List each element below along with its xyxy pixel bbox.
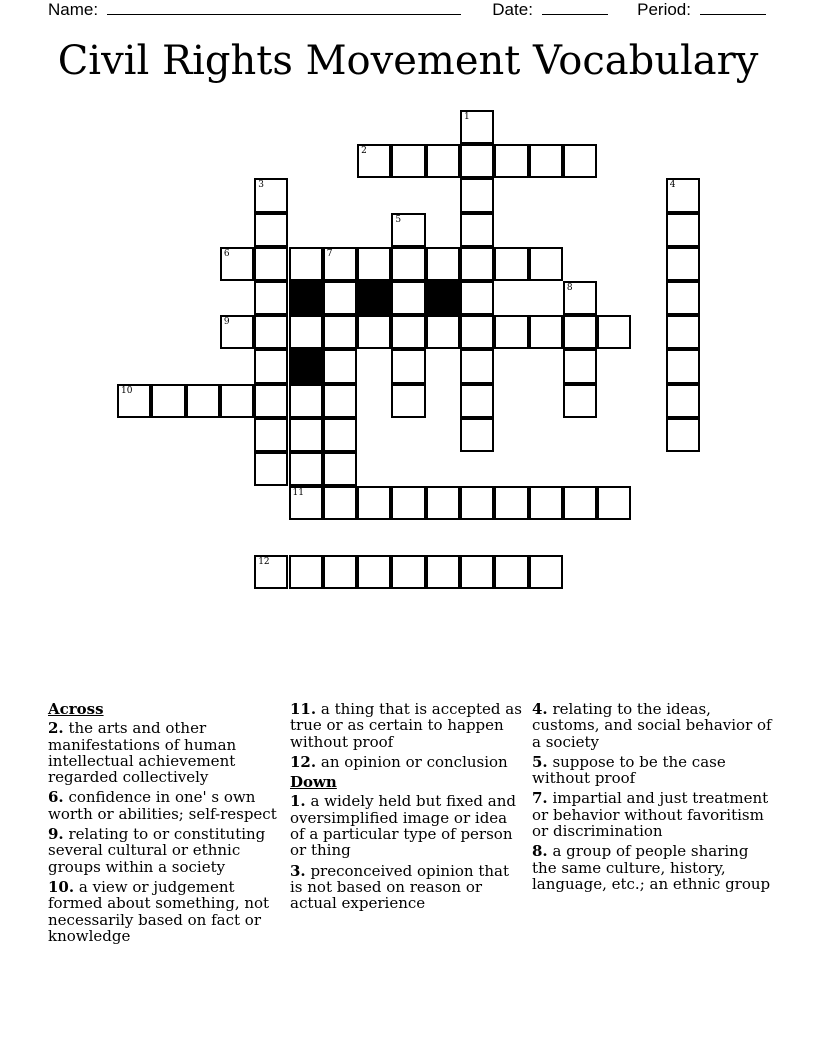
grid-cell[interactable]	[186, 384, 220, 418]
grid-cell[interactable]	[666, 384, 700, 418]
clue-across-6: 6. confidence in one' s own worth or abilities; self-respect	[48, 788, 277, 823]
clue-number: 5	[395, 214, 402, 225]
grid-cell[interactable]	[289, 247, 323, 281]
black-square	[426, 281, 460, 315]
period-line[interactable]	[700, 0, 766, 15]
grid-cell[interactable]	[289, 418, 323, 452]
grid-cell[interactable]	[289, 486, 323, 520]
grid-cell[interactable]	[391, 315, 425, 349]
grid-cell[interactable]	[391, 144, 425, 178]
black-square	[289, 349, 323, 383]
grid-cell[interactable]	[391, 281, 425, 315]
grid-cell[interactable]	[426, 315, 460, 349]
grid-cell[interactable]	[460, 555, 494, 589]
grid-cell[interactable]	[220, 315, 254, 349]
grid-cell[interactable]	[666, 418, 700, 452]
grid-cell[interactable]	[426, 555, 460, 589]
down-heading: Down	[290, 773, 337, 792]
clue-across-2: 2. the arts and other manifestations of human intellectual achievement regarded collectively	[48, 719, 237, 787]
date-label: Date:	[492, 0, 533, 19]
across-heading: Across	[48, 700, 104, 718]
grid-cell[interactable]	[460, 281, 494, 315]
grid-cell[interactable]	[666, 247, 700, 281]
grid-cell[interactable]	[460, 486, 494, 520]
clue-across-9: 9. relating to or constituting several cultural or ethnic groups within a society	[48, 825, 266, 876]
grid-cell[interactable]	[426, 247, 460, 281]
grid-cell[interactable]	[254, 213, 288, 247]
clue-number: 1	[464, 112, 470, 122]
grid-cell[interactable]	[289, 315, 323, 349]
clue-down-1: 1. a widely held but fixed and oversimplified image or idea of a particular type of person or thing	[290, 792, 516, 860]
grid-cell[interactable]	[357, 555, 391, 589]
grid-cell[interactable]	[494, 144, 528, 178]
clue-down-3: 3. preconceived opinion that is not based on reason or actual experience	[290, 861, 509, 913]
clue-number: 7	[326, 248, 333, 259]
black-square	[357, 281, 391, 315]
period-label: Period:	[637, 0, 691, 19]
clue-across-10: 10. a view or judgement formed about something, not necessarily based on fact or knowledge	[48, 877, 270, 945]
clue-down-5: 5. suppose to be the case without proof	[532, 752, 726, 788]
grid-cell[interactable]	[529, 315, 563, 349]
grid-cell[interactable]	[289, 384, 323, 418]
grid-cell[interactable]	[254, 281, 288, 315]
grid-cell[interactable]	[391, 384, 425, 418]
clues-column-2	[290, 701, 526, 916]
grid-cell[interactable]	[254, 315, 288, 349]
grid-cell[interactable]	[563, 144, 597, 178]
grid-cell[interactable]	[460, 247, 494, 281]
grid-cell[interactable]	[460, 213, 494, 247]
clue-down-7: 7. impartial and just treatment or behavior without favoritism or discrimination	[532, 789, 769, 841]
grid-cell[interactable]	[323, 349, 357, 383]
grid-cell[interactable]	[289, 555, 323, 589]
grid-cell[interactable]	[323, 486, 357, 520]
grid-cell[interactable]	[563, 315, 597, 349]
grid-cell[interactable]	[254, 452, 288, 486]
grid-cell[interactable]	[460, 418, 494, 452]
clue-number: 8	[566, 283, 573, 293]
grid-cell[interactable]	[323, 418, 357, 452]
grid-cell[interactable]	[289, 452, 323, 486]
grid-cell[interactable]	[529, 144, 563, 178]
grid-cell[interactable]	[494, 555, 528, 589]
grid-cell[interactable]	[391, 247, 425, 281]
grid-cell[interactable]	[460, 384, 494, 418]
clue-number: 9	[223, 317, 230, 328]
clue-number: 4	[669, 180, 676, 191]
grid-cell[interactable]	[494, 315, 528, 349]
grid-cell[interactable]	[529, 555, 563, 589]
grid-cell[interactable]	[426, 486, 460, 520]
grid-cell[interactable]	[529, 247, 563, 281]
grid-cell[interactable]	[666, 213, 700, 247]
grid-cell[interactable]	[494, 486, 528, 520]
grid-cell[interactable]	[323, 281, 357, 315]
black-square	[289, 281, 323, 315]
name-line[interactable]	[107, 0, 461, 15]
grid-cell[interactable]	[357, 247, 391, 281]
grid-cell[interactable]	[391, 213, 425, 247]
date-line[interactable]	[542, 0, 608, 15]
clue-number: 6	[223, 248, 230, 259]
grid-cell[interactable]	[426, 144, 460, 178]
grid-cell[interactable]	[151, 384, 185, 418]
grid-cell[interactable]	[597, 315, 631, 349]
clue-across-12: 12. an opinion or conclusion	[290, 752, 508, 771]
grid-cell[interactable]	[220, 247, 254, 281]
grid-cell[interactable]	[666, 315, 700, 349]
page-title: Civil Rights Movement Vocabulary	[57, 38, 759, 84]
grid-cell[interactable]	[597, 486, 631, 520]
name-label: Name:	[48, 0, 99, 19]
grid-cell[interactable]	[563, 384, 597, 418]
clue-number: 2	[361, 146, 367, 157]
clue-down-8: 8. a group of people sharing the same culture, history, language, etc.; an ethnic group	[532, 842, 771, 893]
header-fields	[48, 0, 766, 20]
grid-cell[interactable]	[666, 349, 700, 383]
grid-cell[interactable]	[529, 486, 563, 520]
clues-column-1	[48, 701, 280, 948]
grid-cell[interactable]	[254, 178, 288, 212]
grid-cell[interactable]	[460, 315, 494, 349]
grid-cell[interactable]	[460, 178, 494, 212]
grid-cell[interactable]	[563, 281, 597, 315]
grid-cell[interactable]	[357, 144, 391, 178]
grid-cell[interactable]	[254, 247, 288, 281]
grid-cell[interactable]	[254, 418, 288, 452]
grid-cell[interactable]	[460, 110, 494, 144]
grid-cell[interactable]	[666, 281, 700, 315]
clue-across-11: 11. a thing that is accepted as true or as certain to happen without proof	[290, 700, 522, 751]
grid-cell[interactable]	[117, 384, 151, 418]
grid-cell[interactable]	[460, 349, 494, 383]
clue-down-4: 4. relating to the ideas, customs, and social behavior of a society	[532, 700, 772, 751]
grid-cell[interactable]	[391, 555, 425, 589]
grid-cell[interactable]	[666, 178, 700, 212]
clue-number: 12	[258, 556, 270, 567]
clue-number: 3	[258, 180, 264, 191]
grid-cell[interactable]	[494, 247, 528, 281]
grid-cell[interactable]	[323, 384, 357, 418]
grid-cell[interactable]	[220, 384, 254, 418]
grid-cell[interactable]	[323, 555, 357, 589]
grid-cell[interactable]	[391, 349, 425, 383]
grid-cell[interactable]	[357, 315, 391, 349]
clues-column-3	[532, 701, 772, 896]
grid-cell[interactable]	[563, 486, 597, 520]
grid-cell[interactable]	[254, 349, 288, 383]
grid-cell[interactable]	[323, 247, 357, 281]
grid-cell[interactable]	[391, 486, 425, 520]
grid-cell[interactable]	[323, 452, 357, 486]
clue-number: 10	[121, 385, 133, 396]
grid-cell[interactable]	[323, 315, 357, 349]
clue-number: 11	[292, 488, 304, 499]
grid-cell[interactable]	[563, 349, 597, 383]
grid-cell[interactable]	[254, 384, 288, 418]
grid-cell[interactable]	[357, 486, 391, 520]
grid-cell[interactable]	[460, 144, 494, 178]
grid-cell[interactable]	[254, 555, 288, 589]
